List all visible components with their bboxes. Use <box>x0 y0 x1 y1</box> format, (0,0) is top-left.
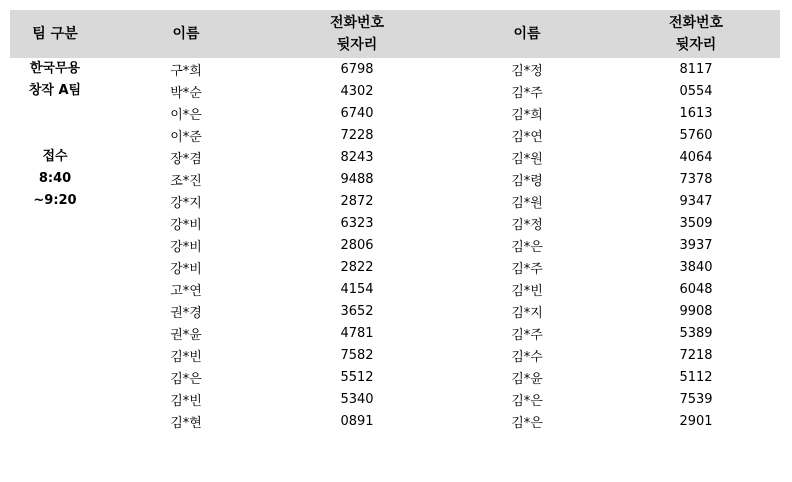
header-name-1-label: 이름 <box>172 26 200 42</box>
table-row <box>100 322 780 344</box>
name-cell-1: 김*빈 <box>170 393 202 409</box>
phone-cell-2: 3937 <box>679 237 713 253</box>
phone-cell-1: 6798 <box>340 61 374 77</box>
name-cell-1: 권*경 <box>170 305 202 321</box>
header-team-label: 팀 구분 <box>32 26 78 42</box>
name-cell-2: 김*원 <box>511 195 543 211</box>
phone-cell-1: 4302 <box>340 83 374 99</box>
phone-cell-1: 6740 <box>340 105 374 121</box>
reception-end: ~9:20 <box>33 193 77 208</box>
header-phone-1-line2: 뒷자리 <box>336 37 378 53</box>
table-row <box>100 256 780 278</box>
rows-container <box>100 58 780 432</box>
name-cell-2: 김*수 <box>511 349 543 365</box>
phone-cell-1: 9488 <box>340 171 374 187</box>
name-cell-1: 김*은 <box>170 371 202 387</box>
name-cell-2: 김*주 <box>511 85 543 101</box>
phone-cell-2: 9908 <box>679 303 713 319</box>
phone-cell-2: 6048 <box>679 281 713 297</box>
table-row <box>100 168 780 190</box>
name-cell-1: 강*비 <box>170 217 202 233</box>
phone-cell-1: 7582 <box>340 347 374 363</box>
header-row <box>10 10 780 58</box>
name-cell-2: 김*연 <box>511 129 543 145</box>
name-cell-2: 김*은 <box>511 415 543 431</box>
table-body <box>10 58 780 432</box>
name-cell-2: 김*주 <box>511 327 543 343</box>
phone-cell-1: 4154 <box>340 281 374 297</box>
name-cell-1: 구*희 <box>170 63 202 79</box>
header-team <box>10 10 100 58</box>
phone-cell-2: 8117 <box>679 61 713 77</box>
table-row <box>100 58 780 80</box>
phone-cell-1: 2822 <box>340 259 374 275</box>
phone-cell-2: 5760 <box>679 127 713 143</box>
phone-cell-2: 2901 <box>679 413 713 429</box>
name-cell-2: 김*정 <box>511 63 543 79</box>
team-name <box>10 58 100 102</box>
name-cell-1: 강*지 <box>170 195 202 211</box>
name-cell-1: 이*준 <box>170 129 202 145</box>
header-name-2-label: 이름 <box>513 26 541 42</box>
name-cell-1: 권*윤 <box>170 327 202 343</box>
name-cell-1: 이*은 <box>170 107 202 123</box>
header-phone-2-line2: 뒷자리 <box>675 37 717 53</box>
name-cell-2: 김*주 <box>511 261 543 277</box>
name-cell-1: 장*겸 <box>170 151 202 167</box>
header-phone-1-line1: 전화번호 <box>329 15 385 31</box>
name-cell-1: 박*순 <box>170 85 202 101</box>
table-row <box>100 388 780 410</box>
phone-cell-2: 5389 <box>679 325 713 341</box>
header-phone-2-line1: 전화번호 <box>668 15 724 31</box>
phone-cell-1: 5340 <box>340 391 374 407</box>
phone-cell-2: 7539 <box>679 391 713 407</box>
header-name-2 <box>442 10 612 58</box>
name-cell-2: 김*령 <box>511 173 543 189</box>
table-row <box>100 212 780 234</box>
team-name-line1: 한국무용 <box>29 61 81 76</box>
phone-cell-1: 6323 <box>340 215 374 231</box>
phone-cell-1: 2872 <box>340 193 374 209</box>
name-cell-1: 강*비 <box>170 261 202 277</box>
phone-cell-1: 0891 <box>340 413 374 429</box>
phone-cell-1: 4781 <box>340 325 374 341</box>
table-row <box>100 234 780 256</box>
phone-cell-2: 3840 <box>679 259 713 275</box>
name-cell-2: 김*빈 <box>511 283 543 299</box>
team-name-line2: 창작 A팀 <box>28 83 82 98</box>
name-cell-2: 김*은 <box>511 393 543 409</box>
header-phone-2 <box>612 10 780 58</box>
header-phone-1 <box>272 10 442 58</box>
reception-label: 접수 <box>42 149 68 164</box>
name-cell-2: 김*희 <box>511 107 543 123</box>
phone-cell-1: 8243 <box>340 149 374 165</box>
phone-cell-2: 0554 <box>679 83 713 99</box>
phone-cell-1: 7228 <box>340 127 374 143</box>
name-cell-2: 김*지 <box>511 305 543 321</box>
phone-cell-1: 3652 <box>340 303 374 319</box>
name-cell-2: 김*윤 <box>511 371 543 387</box>
header-name-1 <box>100 10 272 58</box>
reception-time <box>10 146 100 212</box>
name-cell-1: 강*비 <box>170 239 202 255</box>
phone-cell-2: 4064 <box>679 149 713 165</box>
table-row <box>100 102 780 124</box>
phone-cell-2: 9347 <box>679 193 713 209</box>
name-cell-1: 김*빈 <box>170 349 202 365</box>
phone-cell-2: 1613 <box>679 105 713 121</box>
reception-start: 8:40 <box>38 171 72 186</box>
name-cell-2: 김*정 <box>511 217 543 233</box>
table-row <box>100 146 780 168</box>
phone-cell-1: 5512 <box>340 369 374 385</box>
phone-cell-2: 3509 <box>679 215 713 231</box>
phone-cell-2: 5112 <box>679 369 713 385</box>
table-row <box>100 344 780 366</box>
name-cell-2: 김*원 <box>511 151 543 167</box>
name-cell-1: 고*연 <box>170 283 202 299</box>
table-row <box>100 190 780 212</box>
table-row <box>100 124 780 146</box>
table-row <box>100 410 780 432</box>
phone-cell-1: 2806 <box>340 237 374 253</box>
phone-cell-2: 7378 <box>679 171 713 187</box>
table-row <box>100 80 780 102</box>
roster-sheet <box>10 10 780 432</box>
name-cell-2: 김*은 <box>511 239 543 255</box>
table-row <box>100 300 780 322</box>
name-cell-1: 김*현 <box>170 415 202 431</box>
name-cell-1: 조*진 <box>170 173 202 189</box>
table-row <box>100 278 780 300</box>
table-row <box>100 366 780 388</box>
phone-cell-2: 7218 <box>679 347 713 363</box>
team-column <box>10 58 100 432</box>
